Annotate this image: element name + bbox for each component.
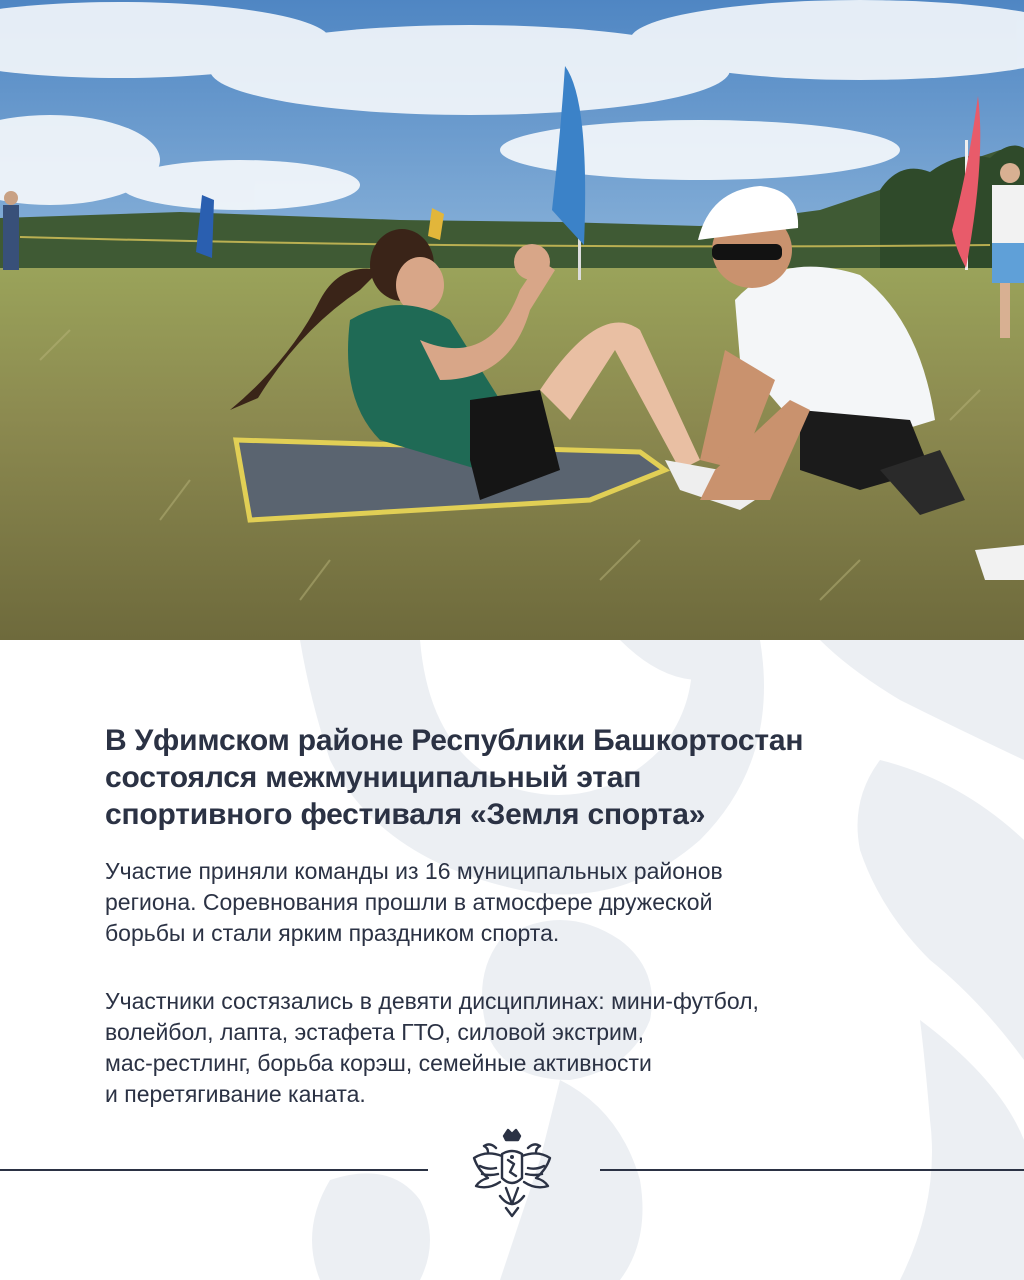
text-panel	[0, 640, 1024, 1280]
footer-divider-left	[0, 1169, 428, 1171]
paragraph-participants: Участие приняли команды из 16 муниципальных районов региона. Соревнования прошли в атмосфере дружеской борьбы и стали ярким праздником спорта.	[105, 858, 723, 946]
double-headed-eagle-emblem-icon	[466, 1126, 558, 1218]
footer-divider-right	[600, 1169, 1024, 1171]
headline: В Уфимском районе Республики Башкортостан состоялся межмуниципальный этап спортивного фестиваля «Земля спорта»	[105, 724, 804, 831]
paragraph-disciplines: Участники состязались в девяти дисциплинах: мини-футбол, волейбол, лапта, эстафета ГТО, силовой экстрим, мас-рестлинг, борьба корэш, семейные активности и перетягивание каната.	[105, 988, 759, 1107]
